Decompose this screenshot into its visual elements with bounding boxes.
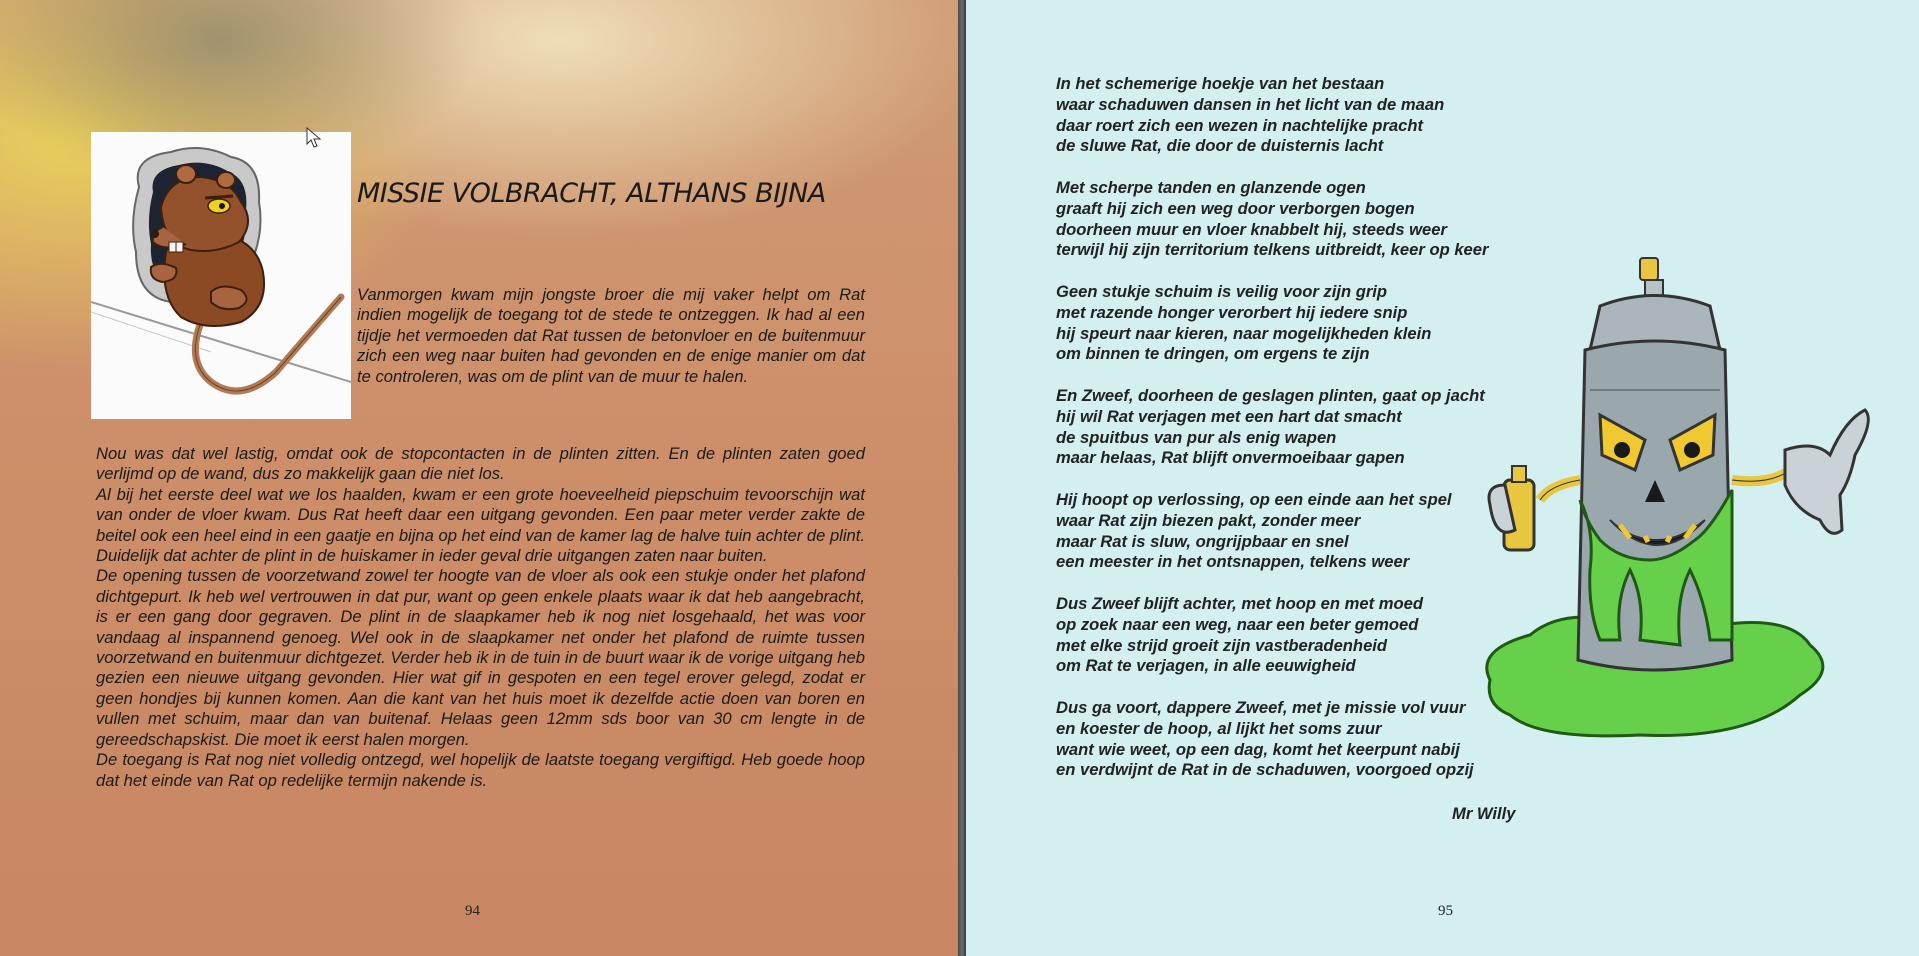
- poem-stanza: [1056, 74, 1616, 157]
- poem-line: graaft hij zich een weg door verborgen bogen: [1056, 198, 1415, 218]
- poem-line: In het schemerige hoekje van het bestaan: [1056, 74, 1385, 93]
- poem-line: maar helaas, Rat blijft onvermoeibaar gapen: [1056, 448, 1405, 468]
- rat-illustration: [91, 132, 351, 419]
- mouse-cursor-icon: [306, 127, 322, 149]
- poem-author: Mr Willy: [1452, 804, 1516, 823]
- article-body: [96, 444, 865, 791]
- poem-line: hij speurt naar kieren, naar mogelijkheden klein: [1056, 323, 1432, 343]
- poem-stanza: [1056, 490, 1616, 573]
- poem-line: maar Rat is sluw, ongrijpbaar en snel: [1056, 531, 1349, 551]
- paragraph: Al bij het eerste deel wat we los haalden, kwam er een grote hoeveelheid piepschuim tevoorschijn wat van onder de vloer kwam. Dus Rat heeft daar een uitgang gevonden. Een paar meter verder zakte de beitel ook een heel eind in een gaatje en bijna op het eind van de kamer lag de halve tuin achter de plint. Duidelijk dat achter de plint in de huiskamer in ieder geval drie uitgangen zaten naar buiten.: [96, 484, 865, 566]
- poem-stanza: [1056, 282, 1616, 365]
- paragraph: Nou was dat wel lastig, omdat ook de stopcontacten in de plinten zitten. En de plinten zaten goed verlijmd op de wand, dus zo makkelijk gaan die niet los.: [96, 444, 865, 484]
- poem-line: daar roert zich een wezen in nachtelijke pracht: [1056, 115, 1424, 135]
- poem-line: en verdwijnt de Rat in de schaduwen, voorgoed opzij: [1056, 760, 1474, 780]
- poem-stanza: [1056, 178, 1616, 261]
- poem-line: Dus Zweef blijft achter, met hoop en met moed: [1056, 593, 1423, 613]
- poem-stanza: [1056, 594, 1616, 677]
- poem-line: Hij hoopt op verlossing, op een einde aan het spel: [1056, 489, 1452, 509]
- poem-line: waar schaduwen dansen in het licht van de maan: [1056, 94, 1445, 114]
- poem-line: terwijl hij zijn territorium telkens uitbreidt, keer op keer: [1056, 240, 1489, 260]
- poem-line: de sluwe Rat, die door de duisternis lacht: [1056, 136, 1384, 156]
- poem-line: waar Rat zijn biezen pakt, zonder meer: [1056, 510, 1361, 530]
- poem: [1056, 74, 1616, 802]
- page-number-right: 95: [1438, 903, 1453, 919]
- page-title: MISSIE VOLBRACHT, ALTHANS BIJNA: [357, 178, 826, 209]
- book-binding: [958, 0, 966, 956]
- poem-line: want wie weet, op een dag, komt het keerpunt nabij: [1056, 739, 1460, 759]
- poem-stanza: [1056, 386, 1616, 469]
- poem-line: een meester in het ontsnappen, telkens weer: [1056, 552, 1410, 572]
- poem-line: met razende honger verorbert hij iedere snip: [1056, 302, 1408, 322]
- poem-line: Dus ga voort, dappere Zweef, met je missie vol vuur: [1056, 697, 1466, 717]
- poem-line: om binnen te dringen, om ergens te zijn: [1056, 344, 1370, 364]
- page-number-left: 94: [465, 903, 480, 919]
- paragraph: De opening tussen de voorzetwand zowel ter hoogte van de vloer als ook een stukje onder het plafond dichtgepurt. Ik heb wel vertrouwen in dat pur, want op geen enkele plaats waar ik dat heb aangebracht, is er een gang door gegraven. De plint in de slaapkamer heb ik nog niet losgehaald, het was voor vandaag al inspannend genoeg. Wel ook in de slaapkamer net onder het plafond de ruimte tussen voorzetwand en buitenmuur dichtgezet. Verder heb ik in de tuin in de buurt waar ik de vorige uitgang heb gezien een nieuwe uitgang gevonden. Hier wat gif in gespoten en een tegel erover gelegd, zodat er geen hondjes bij kunnen komen. Aan die kant van het huis moet ik dezelfde actie doen van boren en vullen met schuim, maar dan van buitenaf. Helaas geen 12mm sds boor van 30 cm lengte in de gereedschapskist. Die moet ik eerst halen morgen.: [96, 566, 865, 749]
- paragraph: De toegang is Rat nog niet volledig ontzegd, wel hopelijk de laatste toegang vergiftigd. Heb goede hoop dat het einde van Rat op redelijke termijn nakende is.: [96, 750, 865, 790]
- poem-line: hij wil Rat verjagen met een hart dat smacht: [1056, 406, 1402, 426]
- poem-line: om Rat te verjagen, in alle eeuwigheid: [1056, 656, 1356, 676]
- poem-line: met elke strijd groeit zijn vastberadenheid: [1056, 635, 1388, 655]
- poem-line: En Zweef, doorheen de geslagen plinten, gaat op jacht: [1056, 385, 1485, 405]
- poem-line: de spuitbus van pur als enig wapen: [1056, 427, 1337, 447]
- poem-line: doorheen muur en vloer knabbelt hij, steeds weer: [1056, 219, 1447, 239]
- poem-line: en koester de hoop, al lijkt het soms zuur: [1056, 718, 1382, 738]
- poem-line: Geen stukje schuim is veilig voor zijn grip: [1056, 281, 1388, 301]
- poem-line: Met scherpe tanden en glanzende ogen: [1056, 177, 1366, 197]
- poem-line: op zoek naar een weg, naar een beter gemoed: [1056, 614, 1419, 634]
- intro-paragraph: Vanmorgen kwam mijn jongste broer die mij vaker helpt om Rat indien mogelijk de toegang tot de stede te ontzeggen. Ik had al een tijdje het vermoeden dat Rat tussen de betonvloer en de buitenmuur zich een weg naar buiten had gevonden en de enige manier om dat te controleren, was om de plint van de muur te halen.: [357, 285, 865, 386]
- poem-stanza: [1056, 698, 1616, 781]
